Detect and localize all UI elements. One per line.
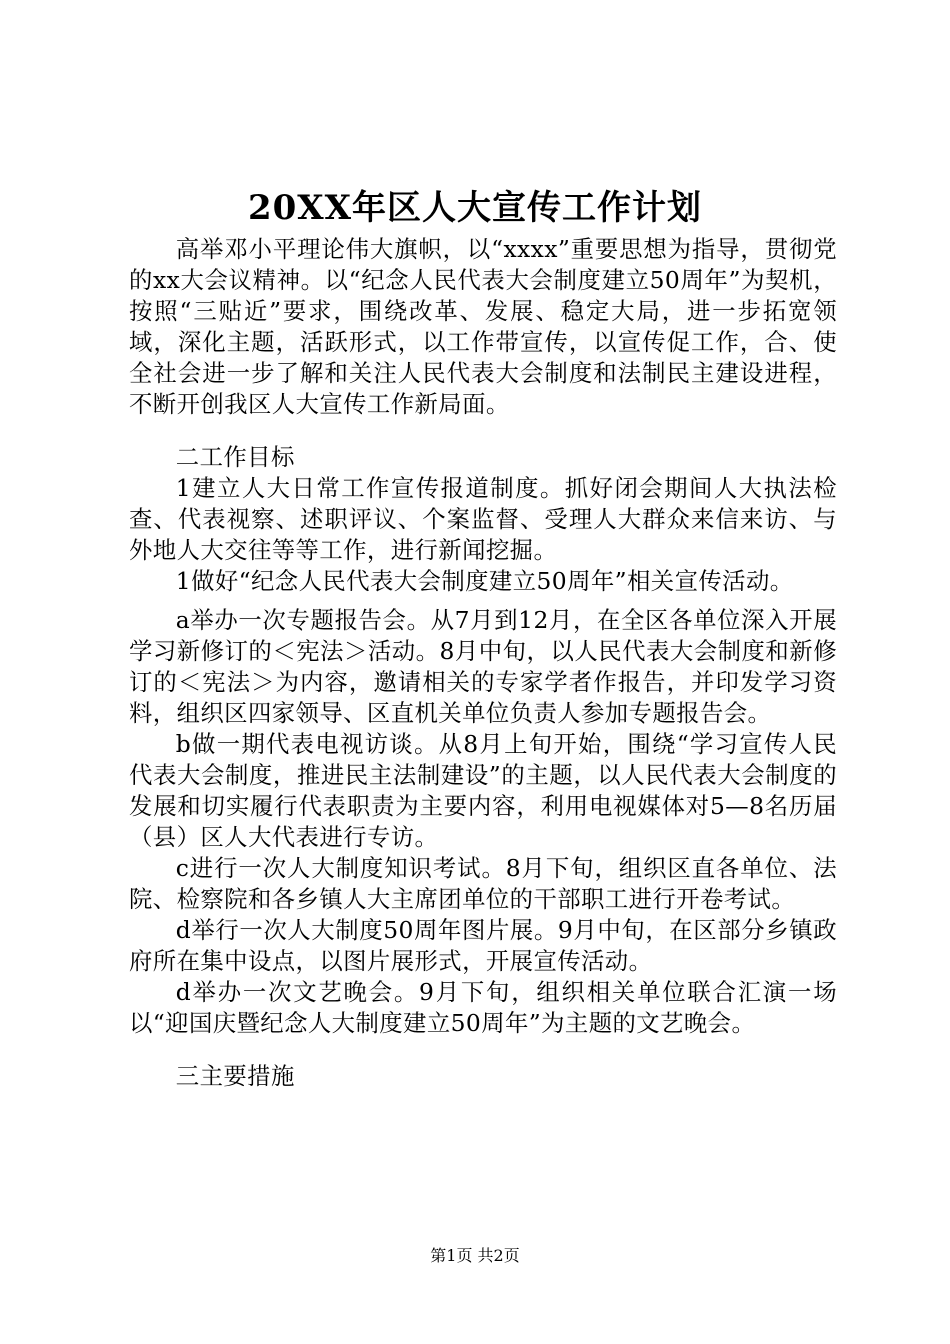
activity-item: a举办一次专题报告会。从7月到12月，在全区各单位深入开展学习新修订的＜宪法＞活动。8月中旬，以人民代表大会制度和新修订的＜宪法＞为内容，邀请相关的专家学者作报告，并印发学习资料，组织区四家领导、区直机关单位负责人参加专题报告会。: [129, 606, 837, 727]
paragraph-spacer: [129, 1039, 837, 1061]
activity-item: b做一期代表电视访谈。从8月上旬开始，围绕“学习宣传人民代表大会制度，推进民主法制建设”的主题，以人民代表大会制度的发展和切实履行代表职责为主要内容，利用电视媒体对5—8名历届（县）区人大代表进行专访。: [129, 730, 837, 851]
paragraph-spacer: [129, 597, 837, 605]
section-heading-goals: 二工作目标: [175, 443, 295, 471]
intro-paragraph: 高举邓小平理论伟大旗帜，以“xxxx”重要思想为指导，贯彻党的xx大会议精神。以“纪念人民代表大会制度建立50周年”为契机，按照“三贴近”要求，围绕改革、发展、稳定大局，进一步拓宽领域，深化主题，活跃形式，以工作带宣传，以宣传促工作，合、使全社会进一步了解和关注人民代表大会制度和法制民主建设进程，不断开创我区人大宣传工作新局面。: [129, 235, 837, 418]
page-footer: 第1页 共2页: [430, 1246, 520, 1265]
section-heading-measures: 三主要措施: [175, 1062, 295, 1090]
goal-item: 1做好“纪念人民代表大会制度建立50周年”相关宣传活动。: [175, 567, 794, 595]
document-title: 20XX年区人大宣传工作计划: [247, 188, 703, 228]
activity-item: d举行一次人大制度50周年图片展。9月中旬，在区部分乡镇政府所在集中设点，以图片展形式，开展宣传活动。: [129, 916, 837, 975]
activity-item: d举办一次文艺晚会。9月下旬，组织相关单位联合汇演一场以“迎国庆暨纪念人大制度建立50周年”为主题的文艺晚会。: [129, 978, 837, 1037]
goal-item: 1建立人大日常工作宣传报道制度。抓好闭会期间人大执法检查、代表视察、述职评议、个案监督、受理人大群众来信来访、与外地人大交往等等工作，进行新闻挖掘。: [129, 474, 837, 564]
paragraph-spacer: [129, 420, 837, 442]
activity-item: c进行一次人大制度知识考试。8月下旬，组织区直各单位、法院、检察院和各乡镇人大主席团单位的干部职工进行开卷考试。: [129, 854, 837, 913]
document-body: [129, 234, 837, 1092]
